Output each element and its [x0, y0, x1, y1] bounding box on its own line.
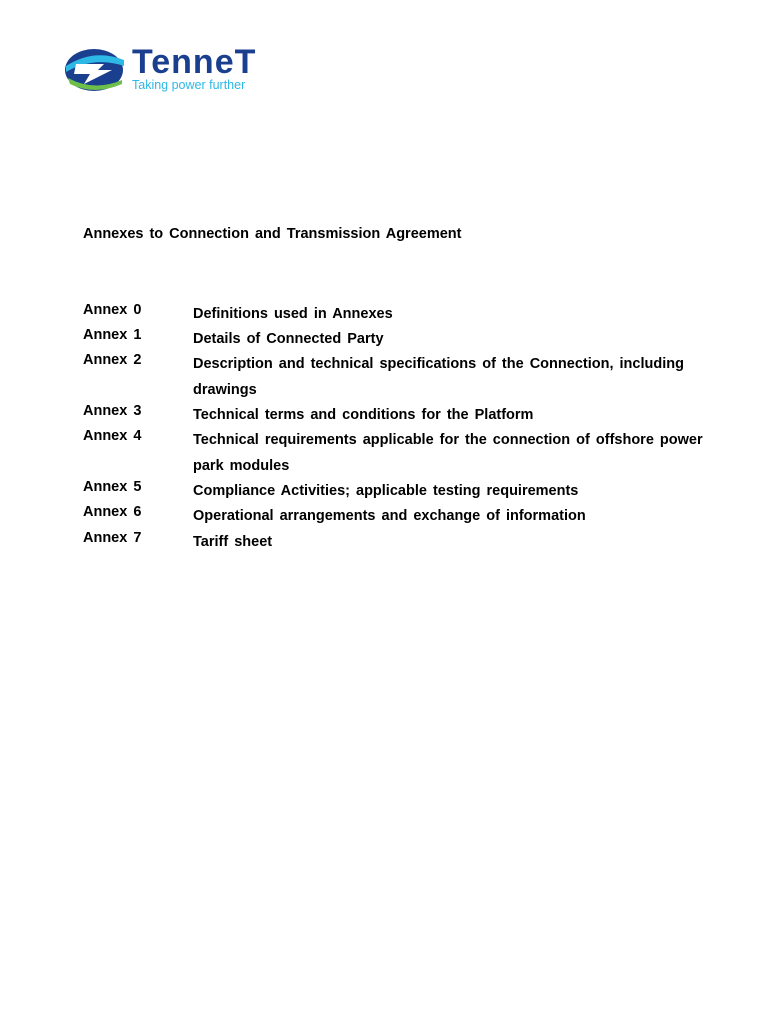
annex-label: Annex 0 — [83, 302, 142, 318]
annex-description: Description and technical specifications of the Connection, including drawings — [193, 356, 684, 398]
annex-description: Technical requirements applicable for the connection of offshore power park modules — [193, 432, 703, 474]
annex-label: Annex 4 — [83, 428, 142, 444]
annex-description: Compliance Activities; applicable testing requirements — [193, 483, 579, 499]
document-title: Annexes to Connection and Transmission Agreement — [83, 226, 462, 242]
logo-tagline: Taking power further — [132, 78, 246, 92]
annex-description: Operational arrangements and exchange of information — [193, 508, 586, 524]
annex-label: Annex 2 — [83, 352, 142, 368]
annex-label: Annex 7 — [83, 530, 142, 546]
annex-label: Annex 1 — [83, 327, 142, 343]
annex-description: Details of Connected Party — [193, 331, 384, 347]
tennet-logo-icon — [64, 44, 128, 94]
annex-label: Annex 3 — [83, 403, 142, 419]
logo-wordmark: TenneT — [132, 43, 257, 81]
annex-description: Tariff sheet — [193, 534, 273, 550]
annex-label: Annex 5 — [83, 479, 142, 495]
annex-description: Definitions used in Annexes — [193, 306, 393, 322]
annex-label: Annex 6 — [83, 504, 142, 520]
tennet-logo — [64, 44, 276, 96]
annex-description: Technical terms and conditions for the Platform — [193, 407, 534, 423]
